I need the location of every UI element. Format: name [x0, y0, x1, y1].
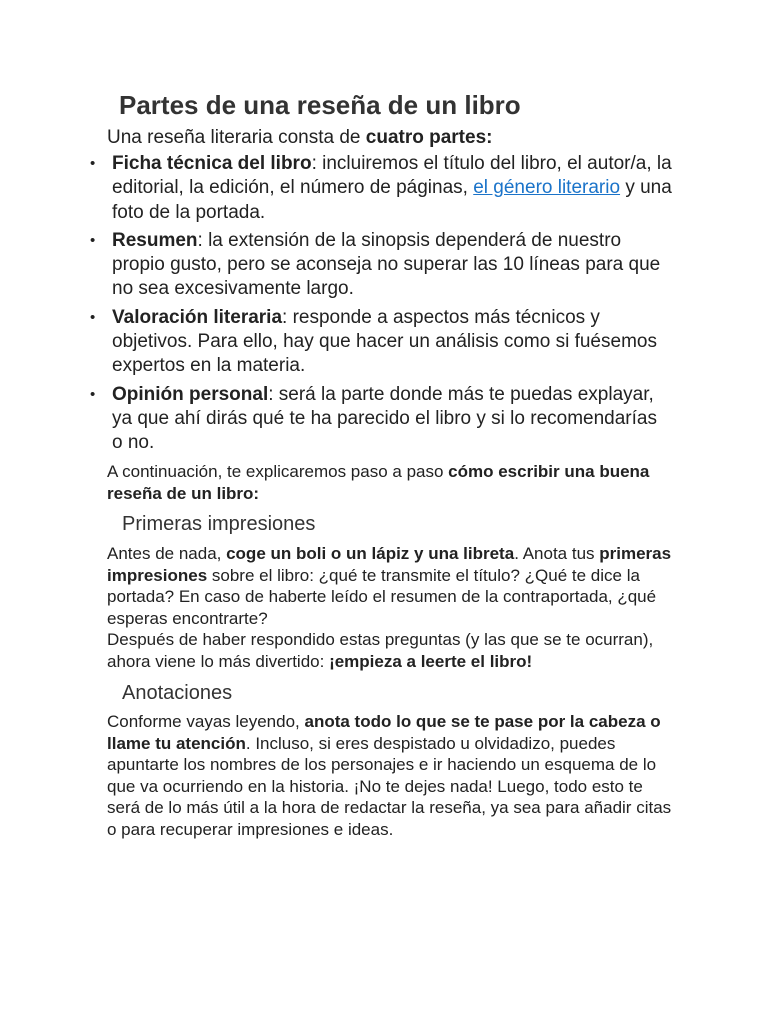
- continuation-bold: cómo escribir una buena reseña de un libro:: [107, 462, 650, 503]
- anotaciones-text-1: Conforme vayas leyendo,: [107, 712, 305, 731]
- list-item-opinion: [112, 383, 672, 456]
- opinion-text: : será la parte donde más te puedas explayar, ya que ahí dirás qué te ha parecido el libro y si lo recomendarías o no.: [112, 383, 657, 454]
- term-opinion: Opinión personal: [112, 383, 269, 405]
- intro-bold: cuatro partes:: [365, 127, 493, 148]
- heading-anotaciones: Anotaciones: [122, 682, 233, 704]
- term-ficha: Ficha técnica del libro: [112, 153, 312, 174]
- resumen-text: : la extensión de la sinopsis dependerá de nuestro propio gusto, pero se aconseja no superar las 10 líneas para que no sea excesivamente largo.: [112, 229, 661, 300]
- anotaciones-paragraph: [107, 711, 672, 840]
- primeras-bold-2: primeras impresiones: [107, 544, 672, 585]
- ficha-text: : incluiremos el título del libro, el autor/a, la editorial, la edición, el número de páginas,: [112, 153, 672, 199]
- genero-literario-link[interactable]: el género literario: [473, 177, 621, 199]
- primeras-text-1: Antes de nada,: [107, 544, 227, 563]
- primeras-paragraph: [107, 543, 677, 672]
- parts-list: [112, 152, 672, 460]
- heading-primeras-impresiones: Primeras impresiones: [122, 513, 316, 535]
- list-item-valoracion: [112, 306, 672, 379]
- continuation-text: A continuación, te explicaremos paso a paso: [107, 462, 449, 481]
- intro-paragraph: [107, 126, 492, 150]
- continuation-paragraph: [107, 461, 672, 504]
- primeras-text-3: sobre el libro: ¿qué te transmite el título? ¿Qué te dice la portada? En caso de haberte leído el resumen de la contraportada, ¿qué esperas encontrarte?: [107, 565, 657, 628]
- term-resumen: Resumen: [112, 229, 198, 251]
- intro-text: Una reseña literaria consta de: [107, 127, 366, 148]
- primeras-bold-1: coge un boli o un lápiz y una libreta: [226, 544, 515, 563]
- primeras-text-2: . Anota tus: [514, 544, 600, 563]
- anotaciones-text-2: . Incluso, si eres despistado u olvidadizo, puedes apuntarte los nombres de los personajes e ir haciendo un esquema de lo que va ocurriendo en la historia. ¡No te dejes nada! Luego, todo esto te será de lo más útil a la hora de redactar la reseña, ya sea para añadir citas o para recuperar impresiones e ideas.: [107, 733, 672, 839]
- primeras-bold-3: ¡empieza a leerte el libro!: [329, 651, 533, 671]
- primeras-text-4: Después de haber respondido estas preguntas (y las que se te ocurran), ahora viene lo más divertido:: [107, 630, 654, 671]
- ficha-text-end: y una foto de la portada.: [112, 177, 672, 223]
- list-item-ficha: [112, 152, 672, 225]
- list-item-resumen: [112, 229, 672, 302]
- page-title: Partes de una reseña de un libro: [119, 90, 521, 120]
- anotaciones-bold-1: anota todo lo que se te pase por la cabeza o llame tu atención: [107, 712, 661, 753]
- valoracion-text: : responde a aspectos más técnicos y objetivos. Para ello, hay que hacer un análisis como si fuésemos expertos en la materia.: [112, 306, 657, 377]
- term-valoracion: Valoración literaria: [112, 306, 283, 328]
